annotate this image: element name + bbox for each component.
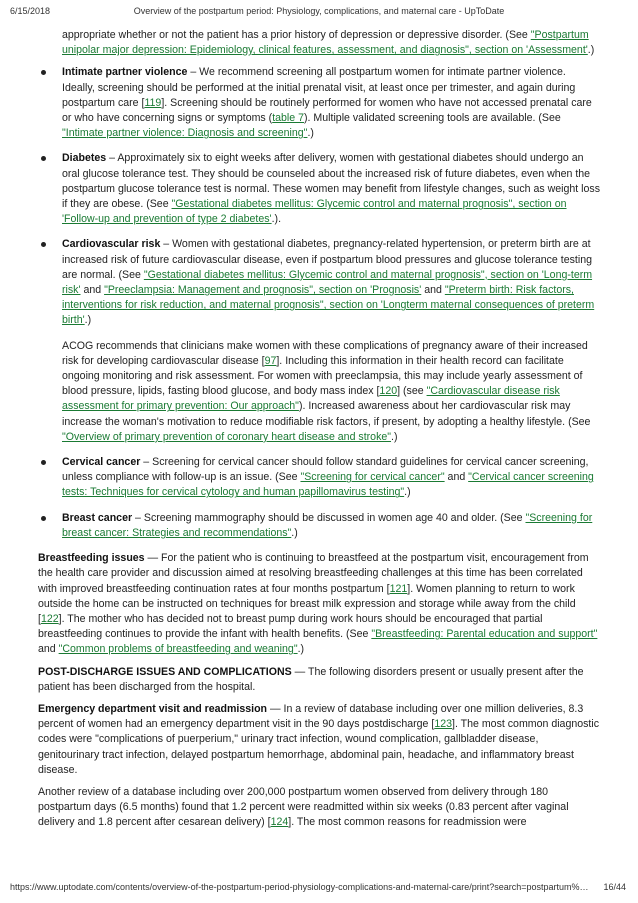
link-gdm-long-term[interactable]: "Gestational diabetes mellitus: Glycemic control and maternal prognosis", section on 'Long-term risk' [62,268,593,297]
link-ipv-diagnosis[interactable]: "Intimate partner violence: Diagnosis and screening" [62,127,308,140]
print-url: https://www.uptodate.com/contents/overview-of-the-postpartum-period-physiology-complications-and-maternal-care/print?search=postpartum%… [10,882,589,892]
list-item-intimate-partner-violence: Intimate partner violence – We recommend screening all postpartum women for intimate partner violence. Ideally, screening should be performed at the initial prenatal visit, at least once per trimester, and again during postpartum care [119]. Screening should be routinely performed for women who have not accessed prenatal care or who have concerning signs or symptoms (table 7). Multiple validated screening tools are available. (See "Intimate partner violence: Diagnosis and screening".) [38,65,600,141]
list-item-cervical-cancer: Cervical cancer – Screening for cervical cancer should follow standard guidelines for cervical cancer screening, unless compliance with follow-up is an issue. (See "Screening for cervical cancer" and "Cervical cancer screening tests: Techniques for cervical cytology and human papillomavirus testing".) [38,455,600,501]
link-breastfeeding-support[interactable]: "Breastfeeding: Parental education and support" [371,628,598,641]
list-item-breast-cancer: Breast cancer – Screening mammography should be discussed in women age 40 and older. (See "Screening for breast cancer: Strategies and recommendations".) [38,511,600,541]
link-postpartum-depression[interactable]: "Postpartum unipolar major depression: Epidemiology, clinical features, assessment, and diagnosis", section on 'Assessment' [62,29,589,57]
section-heading: POST-DISCHARGE ISSUES AND COMPLICATIONS [38,665,292,678]
item-title: Breast cancer [62,511,133,524]
ref-link[interactable]: 97 [264,354,277,367]
article-body [38,28,600,838]
print-title: Overview of the postpartum period: Physiology, complications, and maternal care - UpToDate [133,6,505,16]
ref-link[interactable]: 122 [40,612,59,625]
print-date: 6/15/2018 [10,6,51,16]
list-item-diabetes: Diabetes – Approximately six to eight weeks after delivery, women with gestational diabetes should undergo an oral glucose tolerance test. They should be counseled about the increased risk of future diabetes, even when the postpartum glucose tolerance test is normal. These women may benefit from lifestyle changes, such as weight loss if they are obese. (See "Gestational diabetes mellitus: Glycemic control and maternal prognosis", section on 'Follow-up and prevention of type 2 diabetes'.). [38,151,600,227]
ref-link[interactable]: 119 [144,96,162,109]
ref-link[interactable]: 123 [434,718,453,731]
ref-link[interactable]: 121 [389,582,408,595]
link-cervical-screening[interactable]: "Screening for cervical cancer" [300,471,445,484]
link-preeclampsia-prognosis[interactable]: "Preeclampsia: Management and prognosis", section on 'Prognosis' [104,284,422,297]
item-title: Intimate partner violence [62,66,188,79]
link-primary-prevention[interactable]: "Overview of primary prevention of coronary heart disease and stroke" [62,430,392,443]
link-preterm-birth[interactable]: "Preterm birth: Risk factors, interventions for risk reduction, and maternal prognosis", section on 'Longterm maternal consequences of preterm birth' [62,284,595,327]
section-heading: Breastfeeding issues [38,552,145,565]
post-discharge-paragraph: POST-DISCHARGE ISSUES AND COMPLICATIONS — The following disorders present or usually present after the patient has been discharged from the hospital. [38,665,584,693]
table-link[interactable]: table 7 [272,112,305,125]
link-breastfeeding-problems[interactable]: "Common problems of breastfeeding and weaning" [58,643,298,656]
page-number: 16/44 [603,882,626,892]
breastfeeding-paragraph: Breastfeeding issues — For the patient who is continuing to breastfeed at the postpartum visit, encouragement from the health care provider and discussion aimed at resolving breastfeeding challenges at this time has been correlated with improved breastfeeding continuation rates at four months postpartum [121]. Women planning to return to work outside the home can be instructed on techniques for breast milk expression and storage while away from the child [122]. The mother who has decided not to breast pump during work hours should be encouraged that partial breastfeeding continues to provide the infant with health benefits. (See "Breastfeeding: Parental education and support" and "Common problems of breastfeeding and weaning".) [38,552,598,656]
list-item-cardiovascular-risk: Cardiovascular risk – Women with gestational diabetes, pregnancy-related hypertension, or preterm birth are at increased risk of future cardiovascular disease, even if postpartum blood pressures and glucose tolerance testing are normal. (See "Gestational diabetes mellitus: Glycemic control and maternal prognosis", section on 'Long-term risk' and "Preeclampsia: Management and prognosis", section on 'Prognosis' and "Preterm birth: Risk factors, interventions for risk reduction, and maternal prognosis", section on 'Longterm maternal consequences of preterm birth'.) [38,237,600,328]
ref-link[interactable]: 124 [270,816,289,829]
screening-list-2 [38,455,600,541]
section-heading: Emergency department visit and readmission [38,702,268,715]
item-title: Cervical cancer [62,456,141,469]
link-gdm-follow-up[interactable]: "Gestational diabetes mellitus: Glycemic control and maternal prognosis", section on 'Follow-up and prevention of type 2 diabetes' [62,198,567,226]
link-cvd-risk-assessment[interactable]: "Cardiovascular disease risk assessment for primary prevention: Our approach" [62,385,560,413]
link-cervical-tests[interactable]: "Cervical cancer screening tests: Techniques for cervical cytology and human papillomavirus testing" [62,471,594,499]
item-title: Cardiovascular risk [62,238,161,251]
readmission-paragraph: Another review of a database including over 200,000 postpartum women observed from delivery through 180 postpartum days (6.5 months) found that 1.2 percent were readmitted within six weeks (0.83 percent after vaginal delivery and 1.8 percent after cesarean delivery) [124]. The most common reasons for readmission were [38,785,569,829]
screening-list [38,65,600,328]
item-title: Diabetes [62,152,107,165]
acog-paragraph: ACOG recommends that clinicians make women with these complications of pregnancy aware of their increased risk for developing cardiovascular disease [97]. Including this information in their health record can facilitate ongoing monitoring and risk assessment. For women with preeclampsia, this may include yearly assessment of blood pressure, lipids, fasting blood glucose, and body mass index [120] (see "Cardiovascular disease risk assessment for primary prevention: Our approach"). Increased awareness about her cardiovascular risk may increase the woman's motivation to reduce modifiable risk factors, if present, by adopting a healthy lifestyle. (See "Overview of primary prevention of coronary heart disease and stroke".) [62,339,591,443]
link-breast-screening[interactable]: "Screening for breast cancer: Strategies and recommendations" [62,511,593,539]
ref-link[interactable]: 120 [379,385,398,398]
emergency-paragraph: Emergency department visit and readmission — In a review of database including over one million deliveries, 8.3 percent of women had an emergency department visit in the 90 days postdischarge [123]. The most common diagnostic codes were "complications of puerperium," urinary tract infection, wound complication, gallbladder disease, genitourinary tract infection, delayed postpartum hemorrhage, abdominal pain, headache, and inflammatory breast disease. [38,702,600,776]
depression-paragraph-end: appropriate whether or not the patient has a prior history of depression or depressive disorder. (See "Postpartum unipolar major depression: Epidemiology, clinical features, assessment, and diagnosis", section on 'Assessment'.) [62,29,595,57]
